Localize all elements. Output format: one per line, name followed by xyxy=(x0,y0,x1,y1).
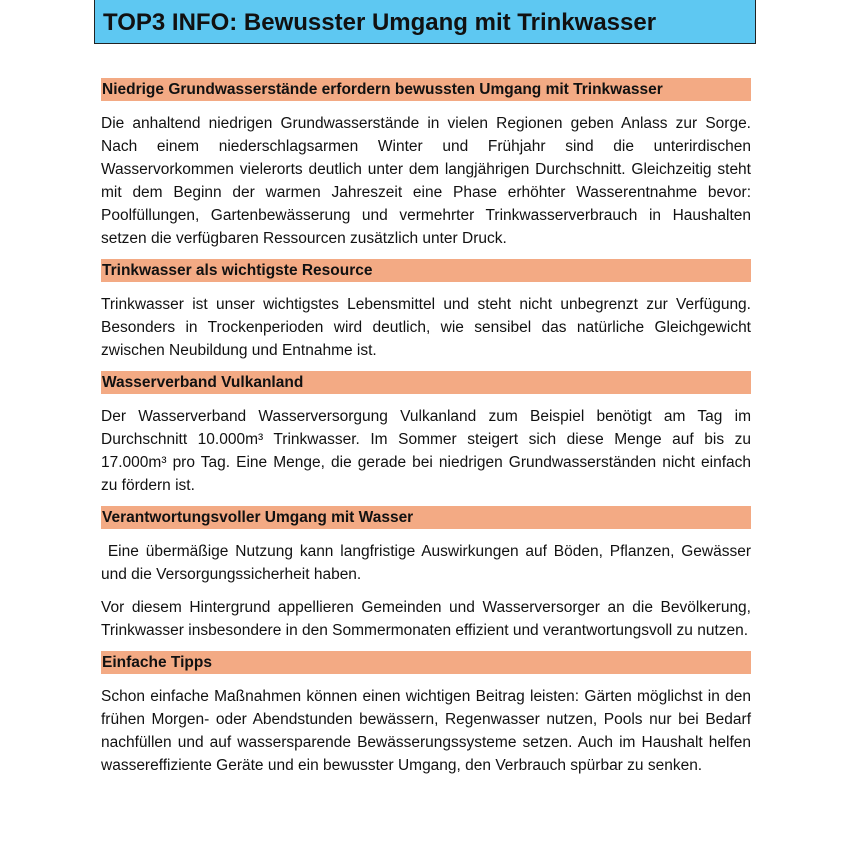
section-heading: Niedrige Grundwasserstände erfordern bewussten Umgang mit Trinkwasser xyxy=(101,78,751,101)
section-tips xyxy=(101,651,751,777)
paragraph: Der Wasserverband Wasserversorgung Vulkanland zum Beispiel benötigt am Tag im Durchschnitt 10.000m³ Trinkwasser. Im Sommer steigert sich diese Menge auf bis zu 17.000m³ pro Tag. Eine Menge, die gerade bei niedrigen Grundwasserständen nicht einfach zu fördern ist. xyxy=(101,408,751,494)
section-heading: Trinkwasser als wichtigste Resource xyxy=(101,259,751,282)
paragraph: Vor diesem Hintergrund appellieren Gemeinden und Wasserversorger an die Bevölkerung, Trinkwasser insbesondere in den Sommermonaten effizient und verantwortungsvoll zu nutzen. xyxy=(101,599,751,639)
section-groundwater xyxy=(101,78,751,250)
title-banner xyxy=(94,0,756,44)
paragraph: Trinkwasser ist unser wichtigstes Lebensmittel und steht nicht unbegrenzt zur Verfügung. Besonders in Trockenperioden wird deutlich, wie sensibel das natürliche Gleichgewicht zwischen Neubildung und Entnahme ist. xyxy=(101,296,751,359)
document-body xyxy=(101,78,756,786)
section-heading: Einfache Tipps xyxy=(101,651,751,674)
section-drinking-water xyxy=(101,259,751,362)
page-title: TOP3 INFO: Bewusster Umgang mit Trinkwasser xyxy=(103,9,657,36)
section-heading: Verantwortungsvoller Umgang mit Wasser xyxy=(101,506,751,529)
section-wasserverband xyxy=(101,371,751,497)
paragraph: Eine übermäßige Nutzung kann langfristige Auswirkungen auf Böden, Pflanzen, Gewässer und die Versorgungssicherheit haben. xyxy=(101,543,756,583)
section-responsible-use xyxy=(101,506,756,642)
paragraph: Die anhaltend niedrigen Grundwasserstände in vielen Regionen geben Anlass zur Sorge. Nach einem niederschlagsarmen Winter und Frühjahr sind die unterirdischen Wasservorkommen vielerorts deutlich unter dem langjährigen Durchschnitt. Gleichzeitig steht mit dem Beginn der warmen Jahreszeit eine Phase erhöhter Wasserentnahme bevor: Poolfüllungen, Gartenbewässerung und vermehrter Trinkwasserverbrauch in Haushalten setzen die verfügbaren Ressourcen zusätzlich unter Druck. xyxy=(101,115,751,247)
paragraph: Schon einfache Maßnahmen können einen wichtigen Beitrag leisten: Gärten möglichst in den frühen Morgen- oder Abendstunden bewässern, Regenwasser nutzen, Pools nur bei Bedarf nachfüllen und auf wassersparende Bewässerungssysteme setzen. Auch im Haushalt helfen wassereffiziente Geräte und ein bewusster Umgang, den Verbrauch spürbar zu senken. xyxy=(101,688,751,774)
section-heading: Wasserverband Vulkanland xyxy=(101,371,751,394)
